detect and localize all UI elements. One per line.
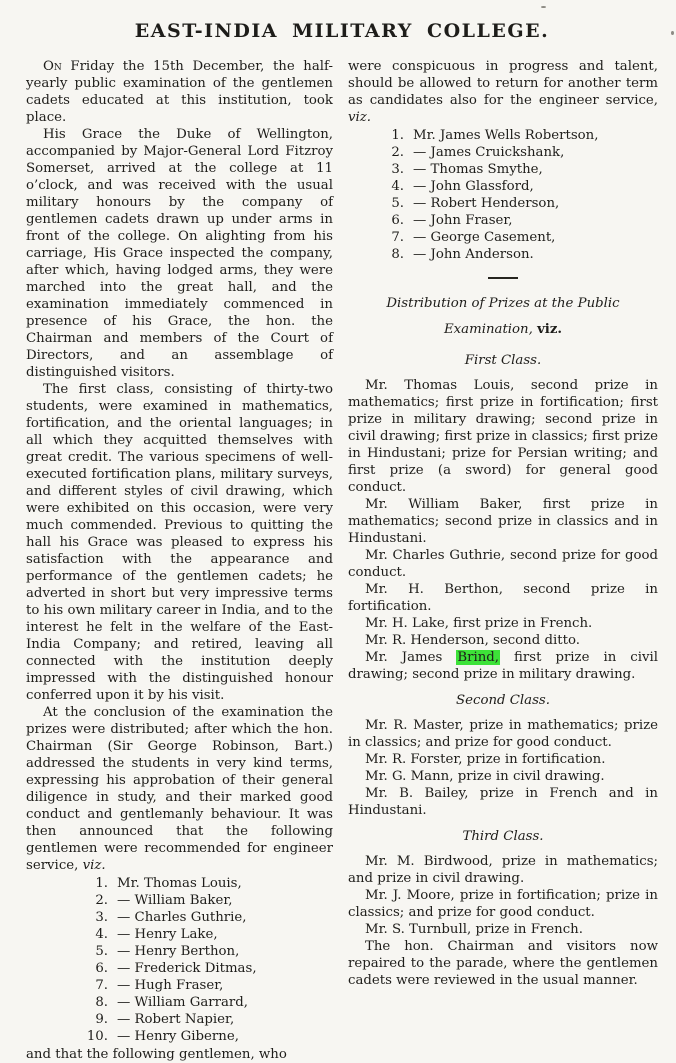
cadet-name: Mr. Thomas Louis, — [117, 876, 242, 891]
list-number: 4. — [391, 179, 404, 194]
list-number: 2. — [391, 145, 404, 160]
paragraph-intro-text: Friday the 15th December, the half-yearly public examination of the gentlemen cadets educated at this institution, took place. — [26, 59, 333, 125]
list-number: 2. — [95, 893, 108, 908]
list-item — [84, 892, 333, 909]
list-number: 1. — [391, 128, 404, 143]
prize-entry-mann: Mr. G. Mann, prize in civil drawing. — [365, 769, 605, 784]
list-item — [380, 246, 658, 263]
list-item — [380, 178, 658, 195]
paragraph-prize-distribution — [26, 704, 333, 874]
prize-entry-moore: Mr. J. Moore, prize in fortification; prize in classics; and prize for good conduct. — [348, 888, 658, 920]
two-column-layout — [26, 58, 658, 1063]
cadet-name: — John Anderson. — [413, 247, 534, 262]
paragraph-continuation-text: were conspicuous in progress and talent, should be allowed to return for another term as candidates also for the engineer service, — [348, 59, 658, 108]
list-item — [84, 909, 333, 926]
prizes-heading-text: Distribution of Prizes at the Public Examination, — [386, 296, 620, 337]
prizes-heading — [348, 291, 658, 343]
engineer-candidates-list — [348, 127, 658, 263]
section-divider-rule — [488, 277, 518, 279]
list-item — [84, 977, 333, 994]
scan-artifact — [541, 6, 546, 8]
prize-entry-baker: Mr. William Baker, first prize in mathematics; second prize in classics and in Hindustani. — [348, 497, 658, 546]
cadet-name: — Frederick Ditmas, — [117, 961, 257, 976]
paragraph-parade-closing: The hon. Chairman and visitors now repaired to the parade, where the gentlemen cadets were reviewed in the usual manner. — [348, 939, 658, 988]
prize-entry-brind — [348, 649, 658, 683]
list-item — [84, 960, 333, 977]
highlighted-search-match: Brind, — [457, 650, 500, 665]
list-item — [84, 1011, 333, 1028]
prize-entry-guthrie: Mr. Charles Guthrie, second prize for good conduct. — [348, 548, 658, 580]
list-number: 10. — [86, 1029, 108, 1044]
prize-entry-louis: Mr. Thomas Louis, second prize in mathematics; first prize in fortification; first prize in military drawing; second prize in civil drawing; first prize in classics; first prize in Hindustani; prize for Persian writing; and first prize (a sword) for general good conduct. — [348, 378, 658, 495]
list-number: 8. — [391, 247, 404, 262]
list-item — [380, 195, 658, 212]
prize-entry-brind-post: first prize in civil drawing; second prize in military drawing. — [348, 650, 658, 682]
list-number: 8. — [95, 995, 108, 1010]
cadet-name: Mr. James Wells Robertson, — [413, 128, 599, 143]
list-item — [84, 994, 333, 1011]
list-number: 7. — [95, 978, 108, 993]
viz-abbreviation: viz. — [537, 322, 563, 337]
third-class-heading: Third Class. — [462, 829, 544, 844]
cadet-name: — Robert Henderson, — [413, 196, 560, 211]
prize-entry-berthon: Mr. H. Berthon, second prize in fortification. — [348, 582, 658, 614]
prize-entry-master: Mr. R. Master, prize in mathematics; prize in classics; and prize for good conduct. — [348, 718, 658, 750]
left-column — [26, 58, 333, 1063]
right-column — [348, 58, 658, 989]
cadet-name: — Henry Berthon, — [117, 944, 240, 959]
cadet-name: — George Casement, — [413, 230, 556, 245]
list-number: 5. — [95, 944, 108, 959]
list-number: 9. — [95, 1012, 108, 1027]
list-number: 6. — [95, 961, 108, 976]
list-item — [380, 127, 658, 144]
list-number: 5. — [391, 196, 404, 211]
cadet-name: — James Cruickshank, — [413, 145, 565, 160]
first-class-heading: First Class. — [464, 353, 542, 368]
prize-entry-lake: Mr. H. Lake, first prize in French. — [365, 616, 593, 631]
list-item — [380, 144, 658, 161]
list-item — [84, 943, 333, 960]
cadet-name: — Henry Giberne, — [117, 1029, 239, 1044]
viz-abbreviation: viz. — [348, 110, 371, 125]
paragraph-wellington-arrival: His Grace the Duke of Wellington, accompanied by Major-General Lord Fitzroy Somerset, arrived at the college at 11 o’clock, and was received with the usual military honours by the company of gentlemen cadets drawn up under arms in front of the college. On alighting from his carriage, His Grace inspected the company, after which, having lodged arms, they were marched into the great hall, and the examination immediately commenced in presence of his Grace, the hon. the Chairman and members of the Court of Directors, and an assemblage of distinguished visitors. — [26, 127, 333, 380]
prize-entry-forster: Mr. R. Forster, prize in fortification. — [365, 752, 606, 767]
paragraph-prize-distribution-text: At the conclusion of the examination the prizes were distributed; after which the hon. Chairman (Sir George Robinson, Bart.) addressed the students in very kind terms, expressing his approbation of their general diligence in study, and their marked good conduct and gentlemanly behaviour. It was then announced that the following gentlemen were recommended for engineer service, — [26, 705, 333, 873]
list-number: 6. — [391, 213, 404, 228]
second-class-heading: Second Class. — [456, 693, 550, 708]
paragraph-continuation — [348, 58, 658, 126]
page-title: EAST-INDIA MILITARY COLLEGE. — [134, 20, 550, 42]
cadet-name: — Hugh Fraser, — [117, 978, 224, 993]
prize-entry-henderson: Mr. R. Henderson, second ditto. — [365, 633, 580, 648]
cadet-name: — Charles Guthrie, — [117, 910, 247, 925]
paragraph-first-class-exam: The first class, consisting of thirty-two students, were examined in mathematics, fortification, and the oriental languages; in all which they acquitted themselves with great credit. The various specimens of well-executed fortification plans, military surveys, and different styles of civil drawing, which were exhibited on this occasion, were very much commended. Previous to quitting the hall his Grace was pleased to express his satisfaction with the appearance and performance of the gentlemen cadets; he adverted in short but very impressive terms to his own military career in India, and to the interest he felt in the welfare of the East-India Company; and retired, leaving all connected with the institution deeply impressed with the distinguished honour conferred upon it by his visit. — [26, 382, 333, 703]
list-number: 3. — [391, 162, 404, 177]
cadet-name: — Thomas Smythe, — [413, 162, 543, 177]
cadet-name: — John Glassford, — [413, 179, 534, 194]
prize-entry-brind-pre: Mr. James — [365, 650, 457, 665]
prize-entry-turnbull: Mr. S. Turnbull, prize in French. — [365, 922, 583, 937]
column-closing-line: and that the following gentlemen, who — [26, 1047, 287, 1062]
prize-entry-bailey: Mr. B. Bailey, prize in French and in Hindustani. — [348, 786, 658, 818]
list-number: 1. — [95, 876, 108, 891]
list-number: 3. — [95, 910, 108, 925]
list-item — [380, 212, 658, 229]
list-item — [84, 926, 333, 943]
viz-abbreviation: viz. — [82, 858, 106, 873]
list-item — [84, 875, 333, 892]
cadet-name: — Henry Lake, — [117, 927, 218, 942]
list-number: 4. — [95, 927, 108, 942]
cadet-name: — John Fraser, — [413, 213, 513, 228]
cadet-name: — Robert Napier, — [117, 1012, 235, 1027]
lead-word: On — [43, 59, 62, 74]
scan-artifact — [671, 31, 674, 35]
paragraph-intro — [26, 58, 333, 126]
list-item — [380, 229, 658, 246]
list-number: 7. — [391, 230, 404, 245]
cadet-name: — William Garrard, — [117, 995, 249, 1010]
cadet-name: — William Baker, — [117, 893, 233, 908]
prize-entry-birdwood: Mr. M. Birdwood, prize in mathematics; and prize in civil drawing. — [348, 854, 658, 886]
engineer-service-list — [26, 875, 333, 1045]
list-item — [380, 161, 658, 178]
